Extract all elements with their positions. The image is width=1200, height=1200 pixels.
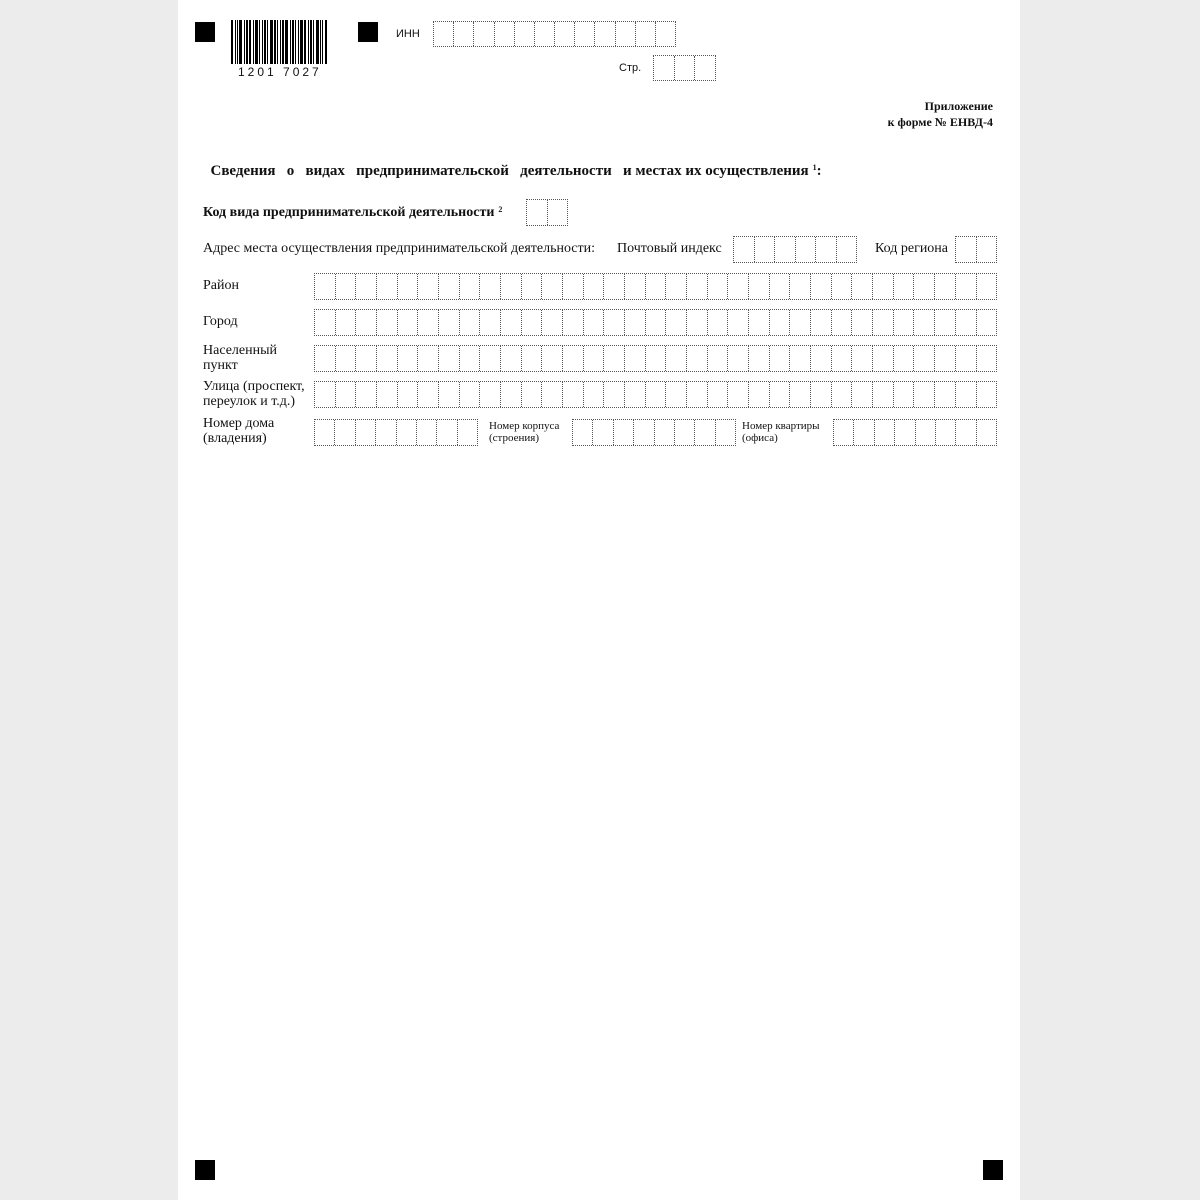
barcode-bar [310, 20, 312, 64]
region-code-field[interactable] [955, 236, 997, 263]
barcode-bar [267, 20, 268, 64]
page-title [203, 148, 822, 180]
street-label: Улица (проспект, переулок и т.д.) [203, 379, 305, 409]
activity-code-field[interactable] [526, 199, 568, 226]
city-label: Город [203, 314, 238, 329]
barcode-bar [322, 20, 323, 64]
building-label: Номер корпуса (строения) [489, 420, 560, 444]
barcode-bar [270, 20, 273, 64]
barcode-bar [262, 20, 263, 64]
address-label: Адрес места осуществления предпринимательской деятельности: [203, 241, 596, 256]
building-field[interactable] [572, 419, 736, 446]
barcode-bar [298, 20, 299, 64]
apartment-field[interactable] [833, 419, 997, 446]
page-title-colon: : [816, 162, 822, 179]
house-label: Номер дома (владения) [203, 416, 275, 446]
postal-index-label: Почтовый индекс [617, 241, 722, 256]
page-title-text: Сведения о видах предпринимательской деятельности и местах их осуществления [210, 162, 809, 179]
barcode-bar [244, 20, 245, 64]
barcode-bar [231, 20, 233, 64]
barcode-bar [290, 20, 291, 64]
barcode-bar [237, 20, 238, 64]
settlement-field[interactable] [314, 345, 997, 372]
house-field[interactable] [314, 419, 478, 446]
page-title-footnote-mark: 1 [812, 162, 817, 172]
barcode-bar [259, 20, 260, 64]
barcode-bar [292, 20, 294, 64]
barcode-bar [253, 20, 254, 64]
settlement-label: Населенный пункт [203, 343, 278, 373]
barcode-bar [235, 20, 236, 64]
barcode-bar [313, 20, 314, 64]
postal-index-field[interactable] [733, 236, 857, 263]
corner-marker-bottom-left [195, 1160, 215, 1180]
corner-marker-top-left [195, 22, 215, 42]
street-field[interactable] [314, 381, 997, 408]
region-code-label: Код региона [875, 241, 949, 256]
barcode-bar [308, 20, 309, 64]
corner-marker-bottom-right [983, 1160, 1003, 1180]
city-field[interactable] [314, 309, 997, 336]
page-number-field[interactable] [653, 55, 716, 81]
barcode-bar [300, 20, 303, 64]
appendix-line-1: Приложение [924, 99, 993, 113]
barcode-bar [285, 20, 288, 64]
barcode-bar [316, 20, 319, 64]
barcode-bar [274, 20, 276, 64]
barcode-bar [304, 20, 306, 64]
inn-field[interactable] [433, 21, 676, 47]
barcode-bar [320, 20, 321, 64]
barcode-bar [264, 20, 266, 64]
barcode-bar [249, 20, 251, 64]
activity-code-label-text: Код вида предпринимательской деятельности [203, 205, 495, 220]
activity-code-footnote-mark: 2 [498, 205, 503, 214]
appendix-line-2: к форме № ЕНВД-4 [887, 115, 993, 129]
barcode-bar [246, 20, 248, 64]
barcode-bar [277, 20, 278, 64]
barcode-bar [282, 20, 284, 64]
barcode-bar [295, 20, 296, 64]
inn-label: ИНН [396, 28, 420, 40]
page-number-label: Стр. [619, 62, 642, 74]
apartment-label: Номер квартиры (офиса) [742, 420, 820, 444]
corner-marker-top-right [358, 22, 378, 42]
barcode [231, 20, 339, 64]
barcode-bar [325, 20, 327, 64]
barcode-bar [239, 20, 242, 64]
barcode-bar [280, 20, 281, 64]
barcode-bar [255, 20, 258, 64]
form-page [178, 0, 1020, 1200]
district-label: Район [203, 278, 239, 293]
barcode-number: 1201 7027 [238, 65, 322, 79]
district-field[interactable] [314, 273, 997, 300]
activity-code-label [203, 206, 502, 221]
